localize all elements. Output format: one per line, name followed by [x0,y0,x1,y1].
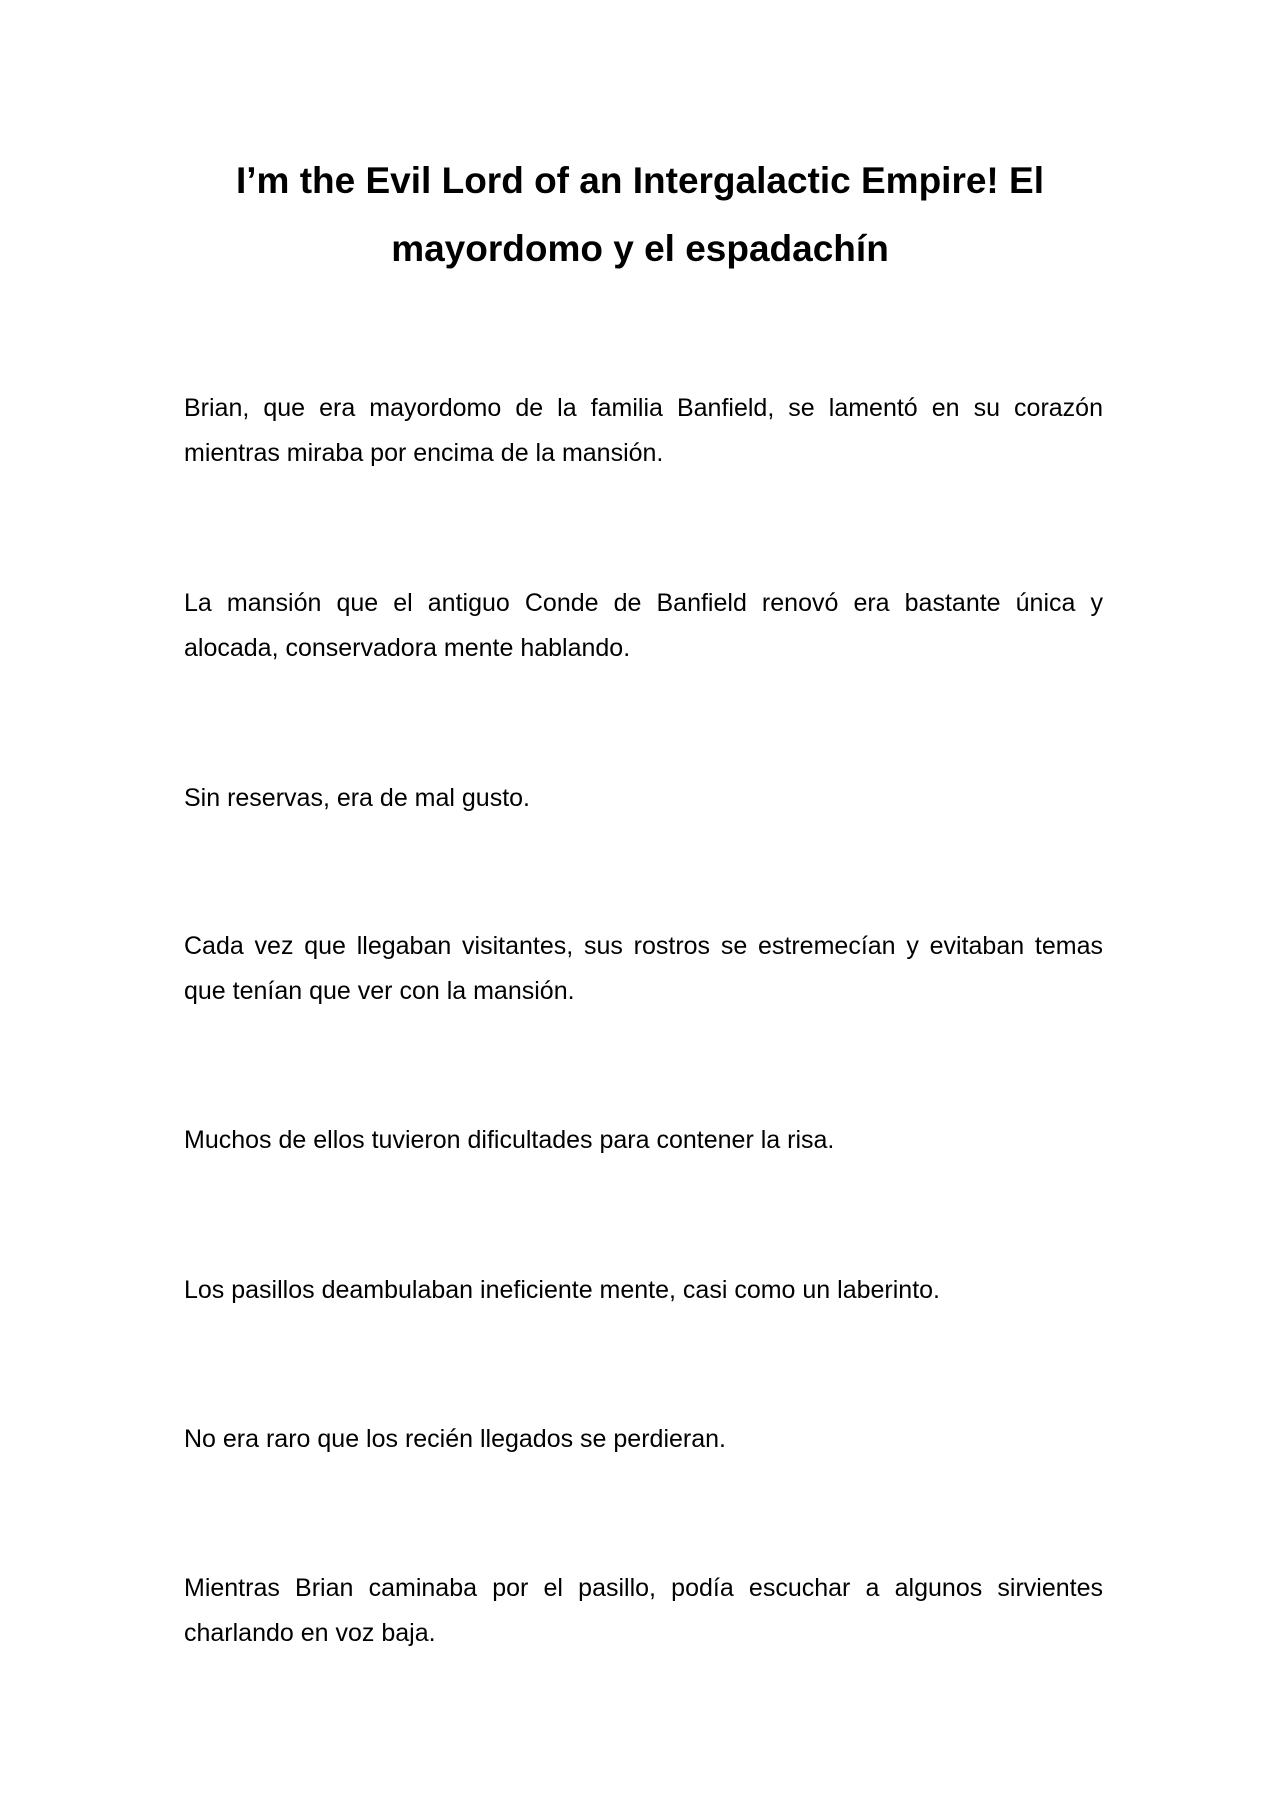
paragraph-2: La mansión que el antiguo Conde de Banfield renovó era bastante única y alocada, conservadora mente hablando. [184,589,1103,662]
paragraph-4: Cada vez que llegaban visitantes, sus rostros se estremecían y evitaban temas que tenían que ver con la mansión. [184,932,1103,1005]
paragraph-8: Mientras Brian caminaba por el pasillo, podía escuchar a algunos sirvientes charlando en voz baja. [184,1574,1103,1647]
paragraph-7: No era raro que los recién llegados se perdieran. [184,1425,726,1453]
paragraph-1: Brian, que era mayordomo de la familia Banfield, se lamentó en su corazón mientras miraba por encima de la mansión. [184,394,1103,467]
paragraph-3: Sin reservas, era de mal gusto. [184,784,530,812]
document-title: I’m the Evil Lord of an Intergalactic Empire! El mayordomo y el espadachín [235,160,1044,269]
paragraph-6: Los pasillos deambulaban ineficiente mente, casi como un laberinto. [184,1276,941,1304]
paragraph-5: Muchos de ellos tuvieron dificultades para contener la risa. [184,1126,835,1154]
